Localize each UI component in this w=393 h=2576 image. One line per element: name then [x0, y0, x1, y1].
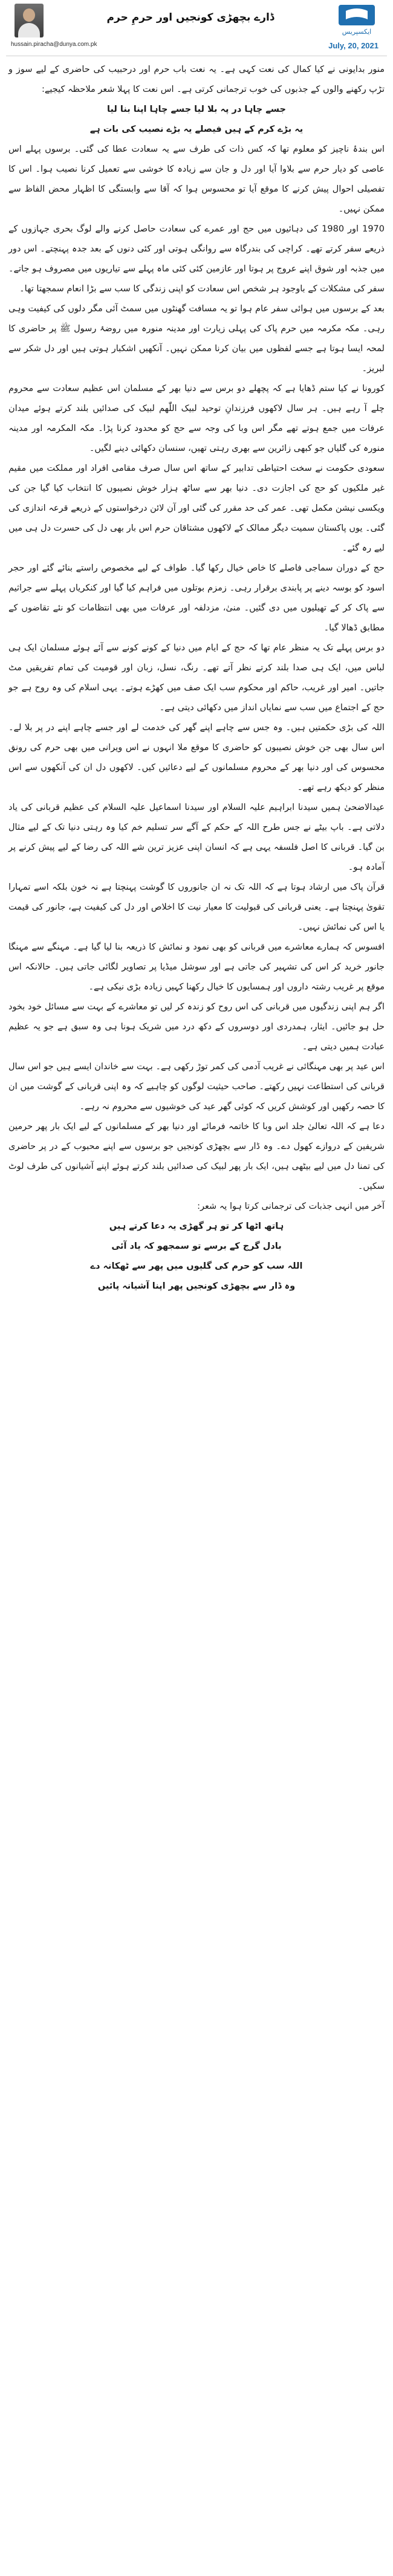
paragraph: دو برس پہلے تک یہ منظر عام تھا کہ حج کے ایام میں دنیا کے کونے کونے سے آئے ہوئے مسلمان ایک ہی لباس میں، ایک ہی صدا بلند کرتے نظر آتے تھے۔ رنگ، نسل، زبان اور قومیت کی تمام تفریقیں مٹ جاتیں۔ امیر اور غریب، حاکم اور محکوم سب ایک صف میں کھڑے ہوتے۔ یہی اسلام کی وہ روح ہے جو حج کے اجتماع میں سب سے نمایاں انداز میں دکھائی دیتی ہے۔ [8, 643, 385, 713]
article-header [6, 0, 387, 56]
newspaper-logo [335, 2, 378, 39]
closing-verse-line-3: اللہ سب کو حرم کی گلیوں میں پھر سے ٹھکانہ دے [90, 1261, 303, 1271]
paragraph: سعودی حکومت نے سخت احتیاطی تدابیر کے ساتھ اس سال صرف مقامی افراد اور مملکت میں مقیم غیر ملکیوں کو حج کی اجازت دی۔ دنیا بھر سے ساٹھ ہزار خوش نصیبوں کا انتخاب کیا گیا جن کی ویکسی نیشن مکمل تھی۔ عمر کی حد مقرر کی گئی اور آن لائن درخواستوں کے ذریعے قرعہ اندازی کی گئی۔ یوں پاکستان سمیت دیگر ممالک کے لاکھوں مشتاقان حرم اس بار بھی دل کی حسرت دل ہی میں لیے رہ گئے۔ [8, 464, 385, 553]
paragraph: اس عید پر بھی مہنگائی نے غریب آدمی کی کمر توڑ رکھی ہے۔ بہت سے خاندان ایسے ہیں جو اس سال قربانی کی استطاعت نہیں رکھتے۔ صاحب حیثیت لوگوں کو چاہیے کہ وہ اپنی قربانی کے گوشت میں ان کا حصہ رکھیں اور کوشش کریں کہ کوئی گھر عید کی خوشیوں سے محروم نہ رہے۔ [8, 1062, 385, 1112]
paragraph-closing-intro: آخر میں انہی جذبات کی ترجمانی کرتا ہوا یہ شعر: [197, 1202, 385, 1211]
paragraph: اگر ہم اپنی زندگیوں میں قربانی کی اس روح کو زندہ کر لیں تو معاشرے کے بہت سے مسائل خود بخود حل ہو جائیں۔ ایثار، ہمدردی اور دوسروں کے دکھ درد میں شریک ہونا ہی وہ سبق ہے جو یہ عظیم عبادت ہمیں دیتی ہے۔ [8, 1002, 385, 1052]
paragraph: اس بندۂ ناچیز کو معلوم تھا کہ کس ذات کی طرف سے یہ سعادت عطا کی گئی۔ برسوں پہلے اس عاصی کو دیار حرم سے بلاوا آیا اور دل و جان سے زیادہ کا خوشی سے تعمیل کرنا نصیب ہوا۔ اس کا تفصیلی احوال پیش کرنے کا موقع آیا تو محسوس ہوا کہ آقا سے وابستگی کا اظہار محض الفاظ سے ممکن نہیں۔ [8, 144, 385, 214]
paragraph: بعد کے برسوں میں ہوائی سفر عام ہوا تو یہ مسافت گھنٹوں میں سمٹ آئی مگر دلوں کی کیفیت وہی رہی۔ مکہ مکرمہ میں حرم پاک کی پہلی زیارت اور مدینہ منورہ میں روضۂ رسول ﷺ پر حاضری کا لمحہ ایسا ہوتا ہے جسے لفظوں میں بیان کرنا ممکن نہیں۔ آنکھیں اشکبار ہوتی ہیں اور دل شکر سے لبریز۔ [8, 304, 385, 374]
paragraph: دعا ہے کہ اللہ تعالیٰ جلد اس وبا کا خاتمہ فرمائے اور دنیا بھر کے مسلمانوں کے لیے ایک بار پھر حرمین شریفین کے دروازے کھول دے۔ وہ ڈار سے بچھڑی کونجیں جو برسوں سے اپنے محبوب کے در پر حاضری کی تمنا دل میں لیے بیٹھی ہیں، ایک بار پھر لبیک کی صدائیں بلند کرتے ہوئے اپنے آشیانوں کی طرف لوٹ سکیں۔ [8, 1122, 385, 1191]
paragraph: 1970 اور 1980 کی دہائیوں میں حج اور عمرے کی سعادت حاصل کرنے والے لوگ بحری جہازوں کے ذریعے سفر کرتے تھے۔ کراچی کی بندرگاہ سے روانگی ہوتی اور کئی دنوں کے بعد جدہ پہنچتے۔ اس دور میں جذبہ اور شوق اپنے عروج پر ہوتا اور عازمین کئی کئی ماہ پہلے سے تیاریوں میں مصروف ہو جاتے۔ سفر کی مشکلات کے باوجود ہر شخص اس سعادت کو اپنی زندگی کا سب سے بڑا انعام سمجھتا تھا۔ [8, 224, 385, 294]
verse-line-2: یہ بڑے کرم کے ہیں فیصلے یہ بڑے نصیب کی بات ہے [89, 125, 304, 134]
author-head [23, 8, 35, 22]
author-photo [15, 4, 44, 37]
author-email[interactable]: hussain.piracha@dunya.com.pk [11, 41, 97, 48]
logo-text: ایکسپریس [342, 28, 372, 36]
closing-verse-line-4: وہ ڈار سے بچھڑی کونجیں پھر اپنا آشیانہ پائیں [97, 1281, 296, 1291]
publish-date: July, 20, 2021 [328, 41, 378, 50]
article-body [6, 56, 387, 1296]
closing-verse-line-2: بادل گرج کے برسے تو سمجھو کہ یاد آئی [111, 1241, 282, 1251]
verse-line-1: جسے چاہا در پہ بلا لیا جسے چاہا اپنا بنا لیا [107, 105, 286, 114]
closing-verse-line-1: ہاتھ اٹھا کر تو ہر گھڑی یہ دعا کرتے ہیں [109, 1222, 284, 1231]
paragraph: عیدالاضحیٰ ہمیں سیدنا ابراہیم علیہ السلام اور سیدنا اسماعیل علیہ السلام کی عظیم قربانی کی یاد دلاتی ہے۔ باپ بیٹے نے جس طرح اللہ کے حکم کے آگے سر تسلیم خم کیا وہ رہتی دنیا تک کے لیے مثال بن گیا۔ قربانی کا اصل فلسفہ یہی ہے کہ انسان اپنی عزیز ترین شے اللہ کی رضا کے لیے پیش کرنے پر آمادہ ہو۔ [8, 803, 385, 872]
paragraph: اللہ کی بڑی حکمتیں ہیں۔ وہ جس سے چاہے اپنے گھر کی خدمت لے اور جسے چاہے اپنے در پر بلا لے۔ اس سال بھی جن خوش نصیبوں کو حاضری کا موقع ملا انہوں نے اس ویرانی میں بھی حرم کی رونق محسوس کی اور دنیا بھر کے محروم مسلمانوں کے لیے دعائیں کیں۔ لاکھوں دل ان کی آنکھوں سے اس منظر کو دیکھ رہے تھے۔ [8, 723, 385, 792]
paragraph: قرآن پاک میں ارشاد ہوتا ہے کہ اللہ تک نہ ان جانوروں کا گوشت پہنچتا ہے نہ خون بلکہ اسے تمہارا تقویٰ پہنچتا ہے۔ یعنی قربانی کی قبولیت کا معیار نیت کا اخلاص اور دل کی کیفیت ہے، جانور کی قیمت یا اس کی نمائش نہیں۔ [8, 882, 385, 932]
paragraph-intro: منور بدایونی نے کیا کمال کی نعت کہی ہے۔ یہ نعت باب حرم اور درحبیب کی حاضری کے لیے سوز و تڑپ رکھنے والوں کے جذبوں کی خوب ترجمانی کرتی ہے۔ اس نعت کا پہلا شعر ملاحظہ کیجیے: [8, 65, 385, 94]
paragraph: افسوس کہ ہمارے معاشرے میں قربانی کو بھی نمود و نمائش کا ذریعہ بنا لیا گیا ہے۔ مہنگے سے مہنگا جانور خرید کر اس کی تشہیر کی جاتی ہے اور سوشل میڈیا پر تصاویر لگائی جاتی ہیں۔ حالانکہ اس موقع پر غریب رشتہ داروں اور ہمسایوں کا خیال رکھنا کہیں زیادہ بڑی نیکی ہے۔ [8, 942, 385, 992]
paragraph: کورونا نے کیا ستم ڈھایا ہے کہ پچھلے دو برس سے دنیا بھر کے مسلمان اس عظیم سعادت سے محروم چلے آ رہے ہیں۔ ہر سال لاکھوں فرزندانِ توحید لبیک اللّٰھم لبیک کی صدائیں بلند کرتے ہوئے میدان عرفات میں جمع ہوتے تھے مگر اس وبا کی وجہ سے حج کو محدود کرنا پڑا۔ مکہ المکرمہ اور مدینہ منورہ کی گلیاں جو کبھی زائرین سے بھری رہتی تھیں، سنسان دکھائی دینے لگیں۔ [8, 384, 385, 453]
paragraph: حج کے دوران سماجی فاصلے کا خاص خیال رکھا گیا۔ طواف کے لیے مخصوص راستے بنائے گئے اور حجر اسود کو بوسہ دینے پر پابندی برقرار رہی۔ زمزم بوتلوں میں فراہم کیا گیا اور کنکریاں پہلے سے جراثیم سے پاک کر کے تھیلیوں میں دی گئیں۔ منیٰ، مزدلفہ اور عرفات میں بھی انتظامات کو نئے تقاضوں کے مطابق ڈھالا گیا۔ [8, 563, 385, 633]
author-shoulders [18, 23, 40, 37]
column-title: ڈارے بچھڑی کونجیں اور حرمِ حرم [106, 11, 274, 24]
